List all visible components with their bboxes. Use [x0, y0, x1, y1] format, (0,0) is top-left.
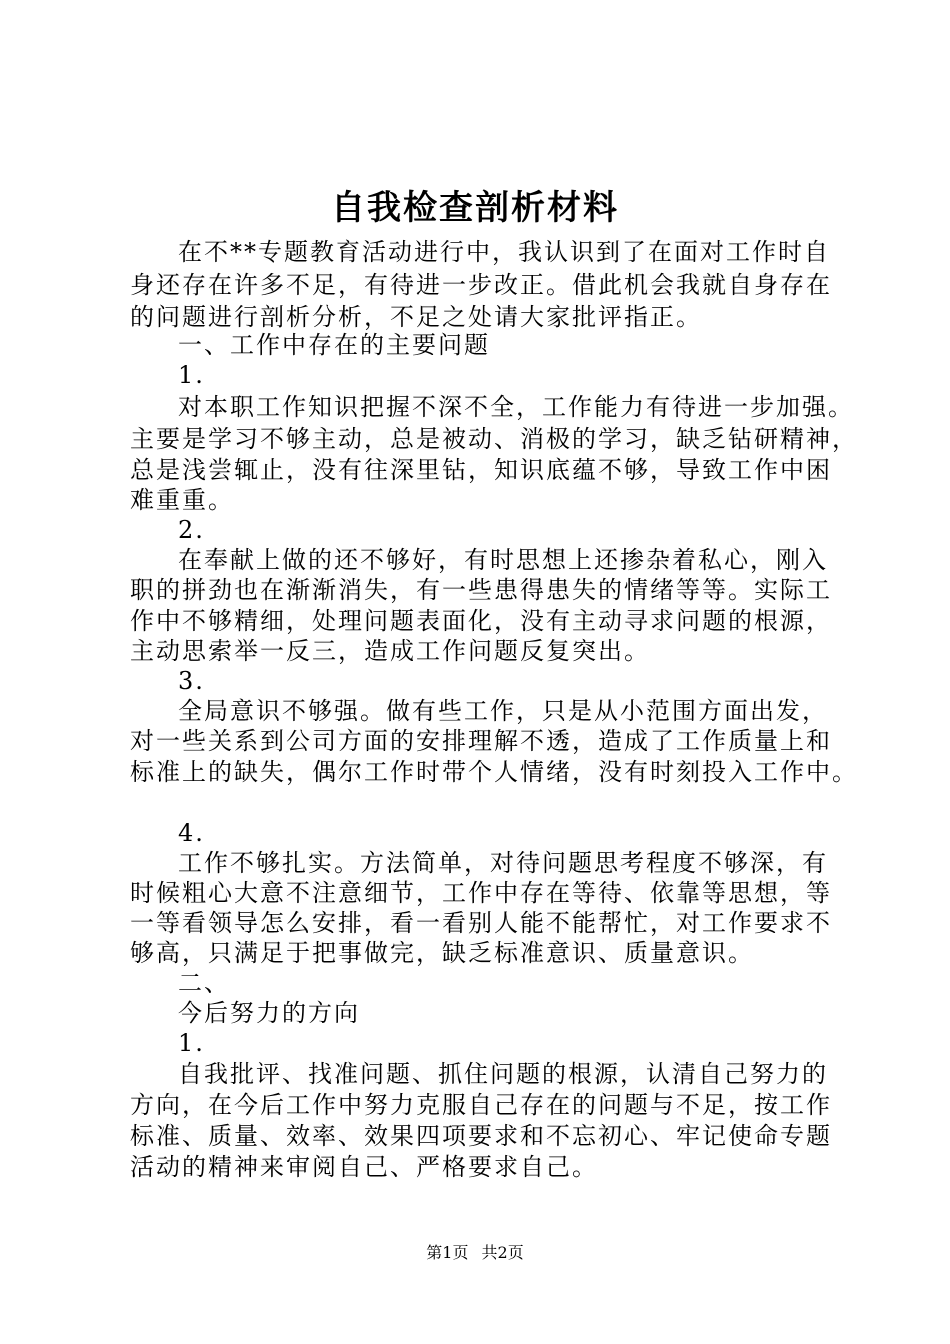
paragraph-line: 对一些关系到公司方面的安排理解不透，造成了工作质量上和	[130, 727, 832, 755]
paragraph-line: 作中不够精细，处理问题表面化，没有主动寻求问题的根源，	[130, 607, 832, 635]
paragraph-line: 活动的精神来审阅自己、严格要求自己。	[130, 1153, 598, 1181]
paragraph-line: 标准上的缺失，偶尔工作时带个人情绪，没有时刻投入工作中。	[130, 758, 858, 786]
document-title: 自我检查剖析材料	[331, 188, 619, 228]
paragraph-line: 的问题进行剖析分析，不足之处请大家批评指正。	[130, 303, 702, 331]
page-total: 共2页	[481, 1243, 524, 1262]
paragraph-line: 主要是学习不够主动，总是被动、消极的学习，缺乏钻研精神，	[130, 425, 858, 453]
paragraph-line: 职的拼劲也在渐渐消失，有一些患得患失的情绪等等。实际工	[130, 576, 832, 604]
list-number: 2.	[178, 516, 205, 544]
list-number: 1.	[178, 361, 205, 389]
paragraph-line: 主动思索举一反三，造成工作问题反复突出。	[130, 637, 650, 665]
list-number: 4.	[178, 819, 205, 847]
paragraph-line: 自我批评、找准问题、抓住问题的根源，认清自己努力的	[178, 1060, 828, 1088]
paragraph-line: 时候粗心大意不注意细节，工作中存在等待、依靠等思想，等	[130, 879, 832, 907]
page-number: 第1页	[426, 1243, 469, 1262]
section-heading: 二、	[178, 969, 230, 997]
paragraph-line: 总是浅尝辄止，没有往深里钻，知识底蕴不够，导致工作中困	[130, 456, 832, 484]
paragraph-line: 工作不够扎实。方法简单，对待问题思考程度不够深，有	[178, 849, 828, 877]
list-number: 1.	[178, 1029, 205, 1057]
list-number: 3.	[178, 667, 205, 695]
section-heading: 一、工作中存在的主要问题	[178, 331, 490, 359]
paragraph-line: 身还存在许多不足，有待进一步改正。借此机会我就自身存在	[130, 271, 832, 299]
paragraph-line: 难重重。	[130, 486, 234, 514]
paragraph-line: 在奉献上做的还不够好，有时思想上还掺杂着私心，刚入	[178, 546, 828, 574]
paragraph-line: 对本职工作知识把握不深不全，工作能力有待进一步加强。	[178, 393, 854, 421]
paragraph-line: 一等看领导怎么安排，看一看别人能不能帮忙，对工作要求不	[130, 909, 832, 937]
paragraph-line: 全局意识不够强。做有些工作，只是从小范围方面出发，	[178, 697, 828, 725]
paragraph-line: 在不**专题教育活动进行中，我认识到了在面对工作时自	[178, 238, 830, 266]
paragraph-line: 方向，在今后工作中努力克服自己存在的问题与不足，按工作	[130, 1091, 832, 1119]
paragraph-line: 够高，只满足于把事做完，缺乏标准意识、质量意识。	[130, 939, 754, 967]
paragraph-line: 标准、质量、效率、效果四项要求和不忘初心、牢记使命专题	[130, 1122, 832, 1150]
page-footer	[0, 1241, 950, 1265]
section-heading: 今后努力的方向	[178, 999, 360, 1027]
